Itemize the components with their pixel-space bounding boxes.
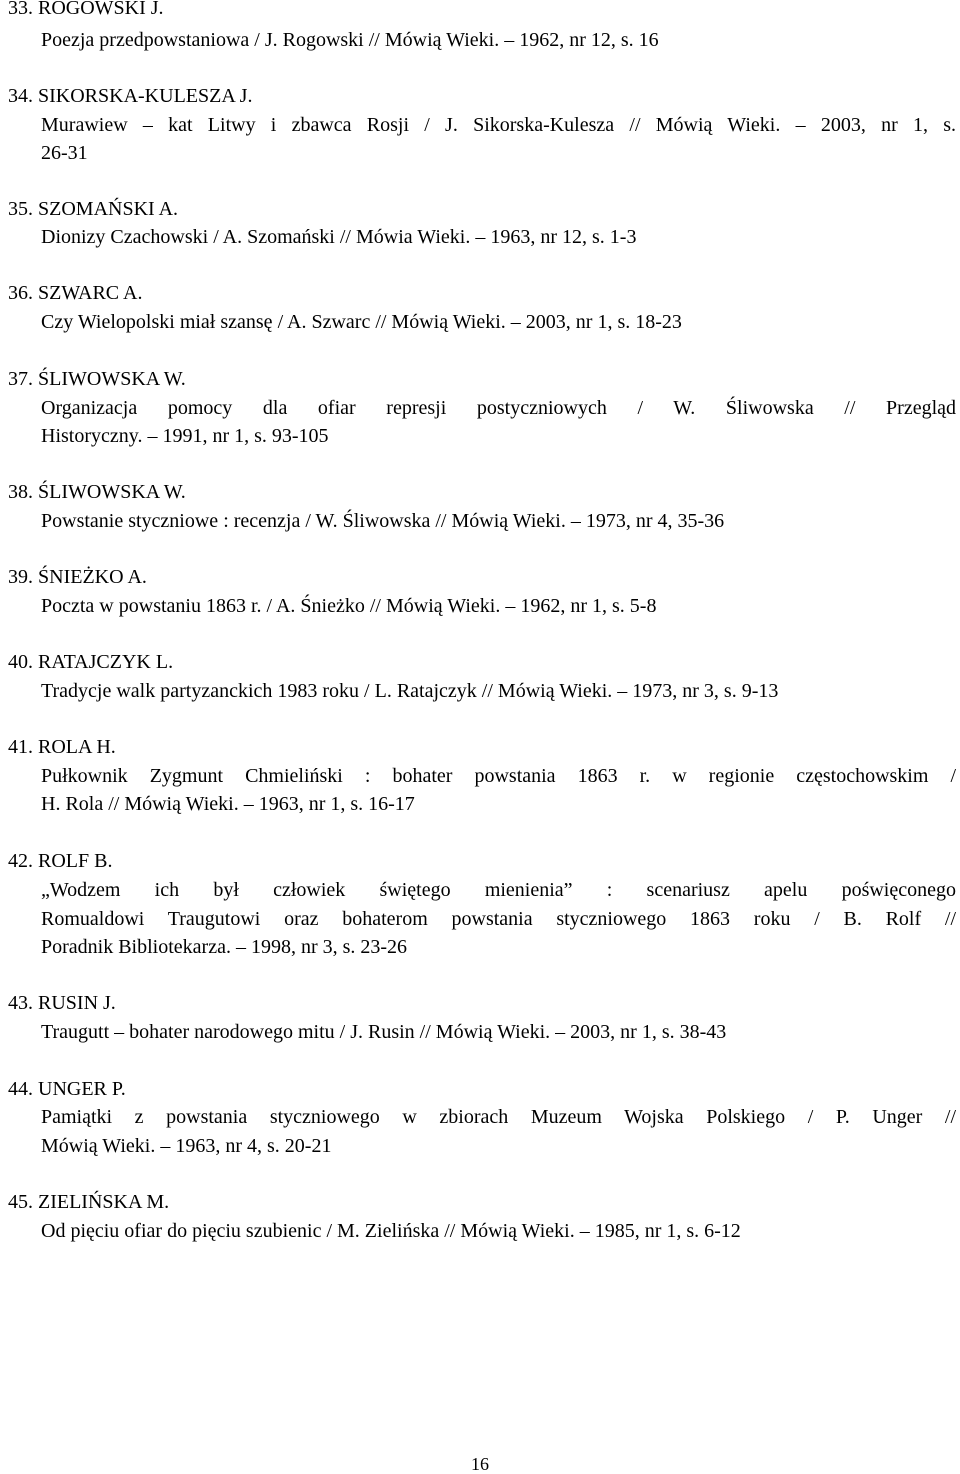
entry-heading: 38. ŚLIWOWSKA W. (8, 481, 186, 503)
entry-citation: Powstanie styczniowe : recenzja / W. Śliwowska // Mówią Wieki. – 1973, nr 4, 35-36 (41, 510, 725, 532)
entry-heading: 45. ZIELIŃSKA M. (8, 1191, 170, 1213)
entry-citation: Romualdowi Traugutowi oraz bohaterom powstania styczniowego 1863 roku / B. Rolf // (41, 908, 956, 930)
entry-citation: H. Rola // Mówią Wieki. – 1963, nr 1, s. 16-17 (41, 793, 415, 815)
entry-citation: Mówią Wieki. – 1963, nr 4, s. 20-21 (41, 1135, 332, 1157)
entry-heading: 41. ROLA H. (8, 736, 116, 758)
entry-heading: 44. UNGER P. (8, 1078, 126, 1100)
entry-heading: 33. ROGOWSKI J. (8, 0, 164, 19)
entry-heading: 37. ŚLIWOWSKA W. (8, 368, 186, 390)
entry-citation: Organizacja pomocy dla ofiar represji postyczniowych / W. Śliwowska // Przegląd (41, 397, 956, 419)
entry-citation: 26-31 (41, 142, 88, 164)
entry-citation: Murawiew – kat Litwy i zbawca Rosji / J. Sikorska-Kulesza // Mówią Wieki. – 2003, nr 1, s. (41, 114, 956, 136)
entry-citation: Poradnik Bibliotekarza. – 1998, nr 3, s. 23-26 (41, 936, 408, 958)
entry-citation: Poczta w powstaniu 1863 r. / A. Śnieżko // Mówią Wieki. – 1962, nr 1, s. 5-8 (41, 595, 657, 617)
entry-citation: Historyczny. – 1991, nr 1, s. 93-105 (41, 425, 329, 447)
entry-heading: 39. ŚNIEŻKO A. (8, 566, 147, 588)
entry-heading: 43. RUSIN J. (8, 992, 116, 1014)
entry-heading: 34. SIKORSKA-KULESZA J. (8, 85, 253, 107)
entry-citation: Dionizy Czachowski / A. Szomański // Mówia Wieki. – 1963, nr 12, s. 1-3 (41, 226, 637, 248)
page-number: 16 (471, 1454, 489, 1474)
entry-citation: Poezja przedpowstaniowa / J. Rogowski // Mówią Wieki. – 1962, nr 12, s. 16 (41, 29, 659, 51)
entry-heading: 42. ROLF B. (8, 850, 113, 872)
entry-citation: Pułkownik Zygmunt Chmieliński : bohater powstania 1863 r. w regionie częstochowskim / (41, 765, 956, 787)
entry-citation: Od pięciu ofiar do pięciu szubienic / M. Zielińska // Mówią Wieki. – 1985, nr 1, s. 6-12 (41, 1220, 741, 1242)
entry-citation: Pamiątki z powstania styczniowego w zbiorach Muzeum Wojska Polskiego / P. Unger // (41, 1106, 956, 1128)
entry-heading: 40. RATAJCZYK L. (8, 651, 174, 673)
entry-citation: Traugutt – bohater narodowego mitu / J. Rusin // Mówią Wieki. – 2003, nr 1, s. 38-43 (41, 1021, 727, 1043)
entry-citation: Tradycje walk partyzanckich 1983 roku / L. Ratajczyk // Mówią Wieki. – 1973, nr 3, s. 9-13 (41, 680, 779, 702)
entry-heading: 36. SZWARC A. (8, 282, 143, 304)
entry-heading: 35. SZOMAŃSKI A. (8, 198, 179, 220)
entry-citation: Czy Wielopolski miał szansę / A. Szwarc // Mówią Wieki. – 2003, nr 1, s. 18-23 (41, 311, 682, 333)
entry-citation: „Wodzem ich był człowiek świętego mienienia” : scenariusz apelu poświęconego (41, 879, 956, 901)
